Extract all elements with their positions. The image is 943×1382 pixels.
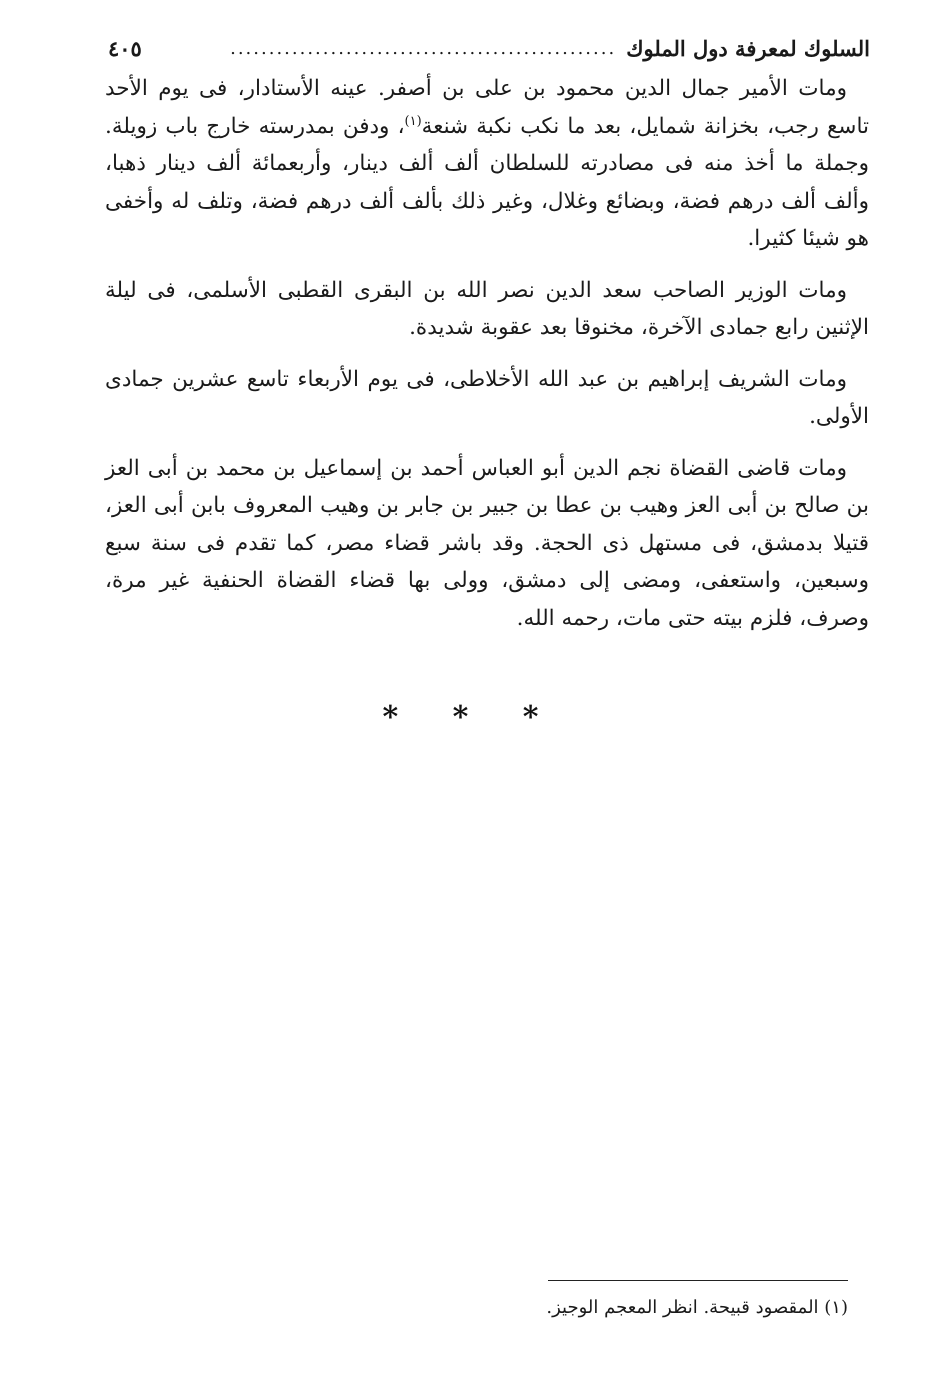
paragraph-text: ومات الأمير جمال الدين محمود بن على بن أصفر. عينه الأستادار، فى يوم الأحد تاسع رجب، بخزانة شمايل، بعد ما نكب نكبة شنعة	[105, 76, 869, 139]
page-number: ٤٠٥	[108, 35, 142, 61]
paragraph-obituary-ibrahim: ومات الشريف إبراهيم بن عبد الله الأخلاطى، فى يوم الأربعاء تاسع عشرين جمادى الأولى.	[105, 366, 869, 429]
footnote-reference[interactable]: (١)	[404, 113, 422, 129]
running-header	[108, 28, 870, 68]
paragraph-obituary-najm-al-din: ومات قاضى القضاة نجم الدين أبو العباس أحمد بن إسماعيل بن محمد بن أبى العز بن صالح بن أبى العز وهيب بن عطا بن جبير بن جابر بن وهيب المعروف بابن أبى العز، قتيلا بدمشق، فى مستهل ذى الحجة. وقد باشر قضاء مصر، كما تقدم فى سنة سبع وسبعين، واستعفى، ومضى إلى دمشق، وولى بها قضاء القضاة الحنفية غير مرة، وصرف، فلزم بيته حتى مات، رحمه الله.	[105, 455, 869, 631]
footnote-divider	[548, 1280, 848, 1281]
main-text	[105, 70, 869, 651]
paragraph-text: ، ودفن بمدرسته خارج باب زويلة. وجملة ما أخذ منه فى مصادرته للسلطان ألف ألف دينار، وأربعمائة ألف دينار ذهبا، وألف ألف درهم فضة، وبضائع وغلال، وغير ذلك بألف ألف درهم فضة، وتلف له وأخفى هو شيئا كثيرا.	[105, 113, 869, 251]
paragraph-obituary-nasr-allah: ومات الوزير الصاحب سعد الدين نصر الله بن البقرى القطبى الأسلمى، فى ليلة الإثنين رابع جمادى الآخرة، مخنوقا بعد عقوبة شديدة.	[105, 277, 869, 340]
footnote: (١) المقصود قبيحة. انظر المعجم الوجيز.	[546, 1297, 848, 1318]
section-separator: * * *	[382, 700, 561, 735]
book-title: السلوك لمعرفة دول الملوك	[626, 35, 870, 61]
paragraph-obituary-mahmud	[105, 70, 869, 258]
header-leader-dots: ..................................................	[230, 37, 617, 59]
